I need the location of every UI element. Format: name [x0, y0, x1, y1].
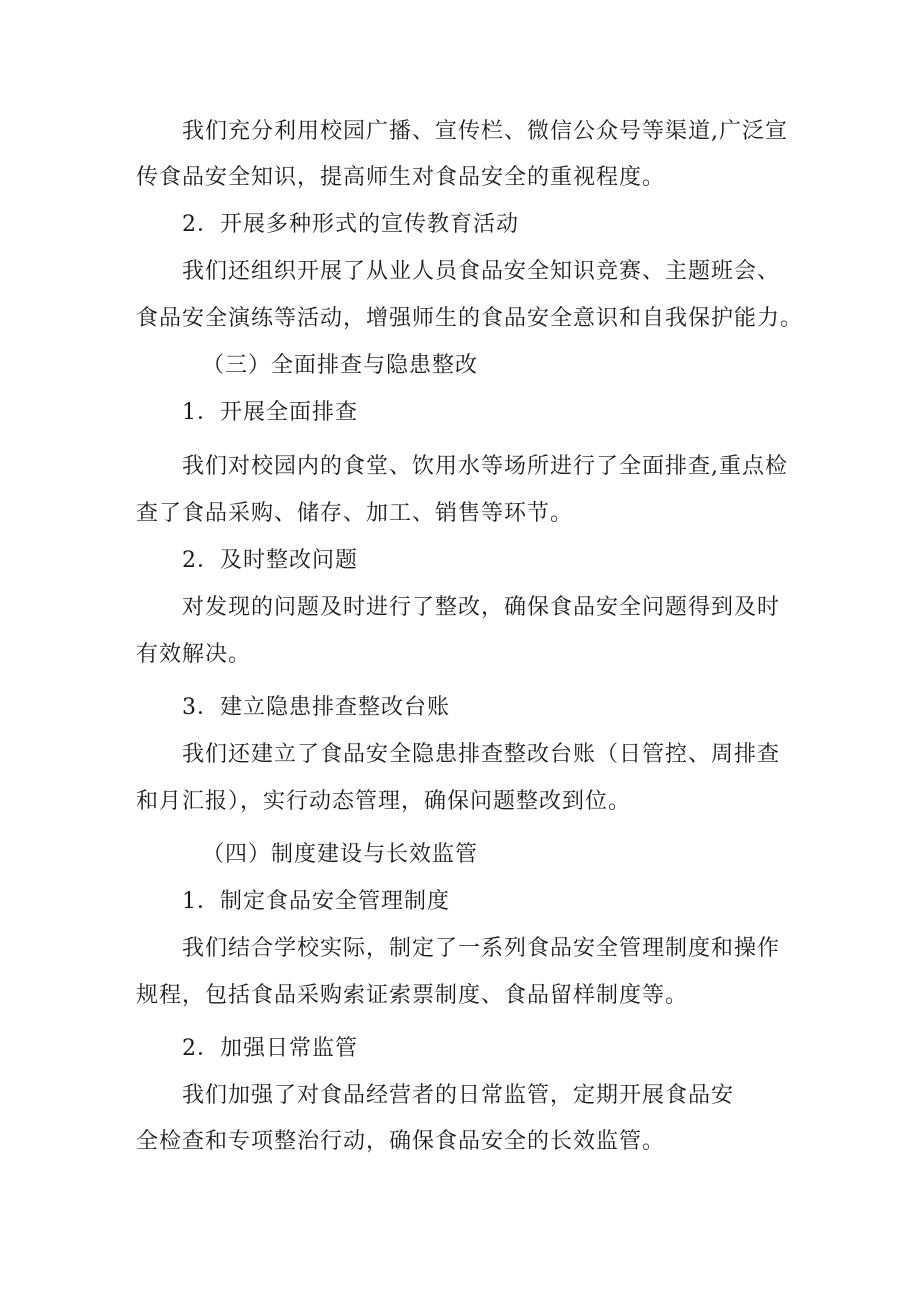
section-heading: （三）全面排查与隐患整改: [202, 353, 479, 378]
paragraph-line: 和月汇报），实行动态管理，确保问题整改到位。: [136, 789, 632, 814]
subsection-heading: 1．制定食品安全管理制度: [182, 889, 450, 914]
paragraph-line: 我们还建立了食品安全隐患排查整改台账（日管控、周排查: [182, 742, 781, 767]
paragraph-line: 全检查和专项整治行动，确保食品安全的长效监管。: [136, 1129, 666, 1154]
subsection-heading: 2．及时整改问题: [182, 548, 358, 573]
paragraph-line: 我们加强了对食品经营者的日常监管，定期开展食品安: [182, 1083, 735, 1108]
subsection-heading: 3．建立隐患排查整改台账: [182, 695, 450, 720]
paragraph-line: 我们结合学校实际，制定了一系列食品安全管理制度和操作: [182, 936, 781, 961]
paragraph-line: 食品安全演练等活动，增强师生的食品安全意识和自我保护能力。: [136, 306, 804, 331]
paragraph-line: 传食品安全知识，提高师生对食品安全的重视程度。: [136, 165, 666, 190]
paragraph-line: 我们充分利用校园广播、宣传栏、微信公众号等渠道,广泛宣: [182, 119, 788, 144]
paragraph-line: 我们对校园内的食堂、饮用水等场所进行了全面排查,重点检: [182, 454, 788, 479]
subsection-heading: 1．开展全面排查: [182, 400, 358, 425]
paragraph-line: 规程，包括食品采购索证索票制度、食品留样制度等。: [136, 983, 689, 1008]
subsection-heading: 2．加强日常监管: [182, 1036, 358, 1061]
paragraph-line: 对发现的问题及时进行了整改，确保食品安全问题得到及时: [182, 595, 781, 620]
paragraph-line: 有效解决。: [136, 642, 252, 667]
section-heading: （四）制度建设与长效监管: [202, 842, 479, 867]
subsection-heading: 2．开展多种形式的宣传教育活动: [182, 212, 519, 237]
paragraph-line: 查了食品采购、储存、加工、销售等环节。: [136, 501, 574, 526]
paragraph-line: 我们还组织开展了从业人员食品安全知识竞赛、主题班会、: [182, 259, 781, 284]
